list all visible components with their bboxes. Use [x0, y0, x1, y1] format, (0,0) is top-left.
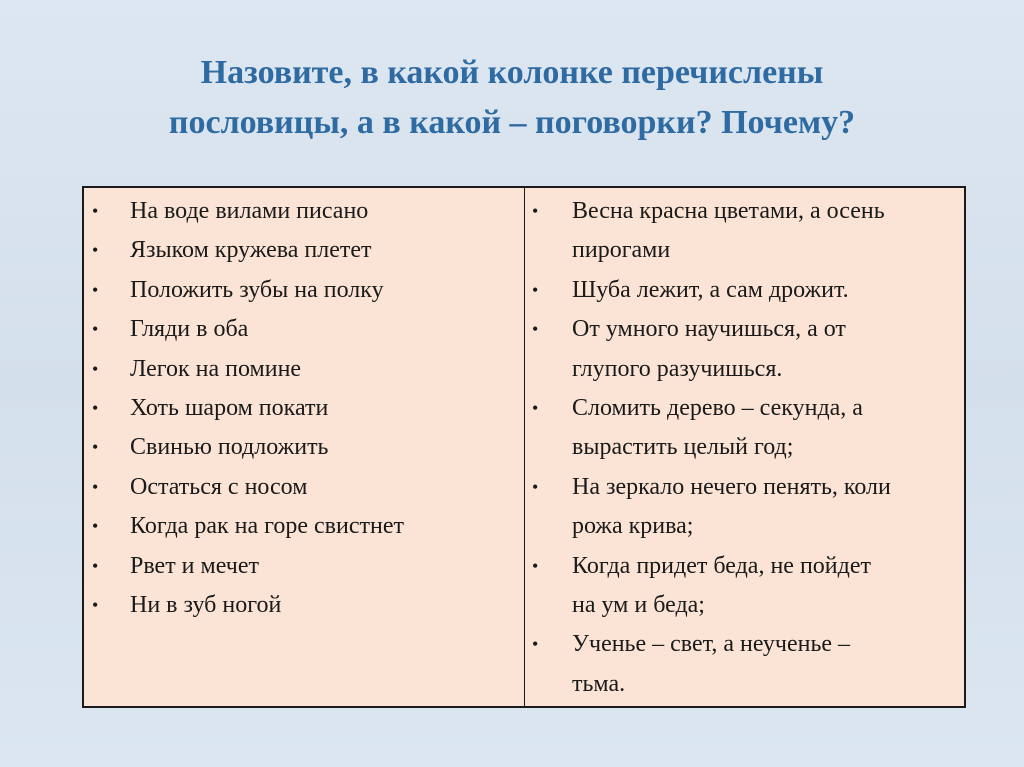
item-line-2: глупого разучишься. — [572, 355, 783, 382]
bullet-icon: • — [532, 279, 539, 300]
item-text: Свинью подложить — [130, 434, 329, 461]
list-item — [84, 468, 524, 507]
slide-title — [40, 48, 984, 148]
bullet-icon: • — [92, 279, 99, 300]
list-item — [84, 586, 524, 625]
bullet-icon: • — [532, 634, 539, 655]
item-line-2: вырастить целый год; — [572, 434, 794, 461]
list-item — [525, 192, 964, 271]
bullet-icon: • — [92, 240, 99, 261]
bullet-icon: • — [532, 201, 539, 221]
list-item — [84, 428, 524, 467]
list-item — [84, 271, 524, 310]
bullet-icon: • — [532, 398, 539, 419]
item-text: Остаться с носом — [130, 473, 308, 500]
list-item — [525, 468, 964, 547]
list-item — [525, 271, 964, 310]
item-line-1: Когда придет беда, не пойдет — [572, 552, 871, 579]
item-text: Положить зубы на полку — [130, 276, 384, 303]
list-item — [525, 625, 964, 704]
item-text: Ни в зуб ногой — [130, 592, 282, 619]
list-item — [84, 350, 524, 389]
list-item — [525, 310, 964, 389]
bullet-icon: • — [92, 201, 99, 221]
bullet-icon: • — [532, 555, 539, 576]
list-item — [84, 547, 524, 586]
item-line-1: Сломить дерево – секунда, а — [572, 395, 863, 422]
item-text: Рвет и мечет — [130, 552, 259, 579]
item-text: Языком кружева плетет — [130, 237, 372, 264]
list-item — [84, 192, 524, 231]
bullet-icon: • — [92, 476, 99, 497]
left-list — [84, 188, 524, 625]
list-item — [525, 389, 964, 468]
item-line-1: Ученье – свет, а неученье – — [572, 631, 851, 658]
bullet-icon: • — [92, 516, 99, 537]
list-item — [525, 547, 964, 626]
bullet-icon: • — [532, 319, 539, 340]
bullet-icon: • — [92, 595, 99, 616]
list-item — [84, 507, 524, 546]
item-line-1: От умного научишься, а от — [572, 316, 846, 343]
right-column — [525, 188, 964, 706]
bullet-icon: • — [92, 358, 99, 379]
bullet-icon: • — [92, 555, 99, 576]
title-line-1: Назовите, в какой колонке перечислены — [200, 54, 824, 91]
item-line-1: Весна красна цветами, а осень — [572, 198, 885, 224]
bullet-icon: • — [92, 437, 99, 458]
bullet-icon: • — [532, 476, 539, 497]
item-text: На воде вилами писано — [130, 198, 369, 224]
list-item — [84, 389, 524, 428]
item-text: Легок на помине — [130, 355, 302, 382]
item-line-2: пирогами — [572, 237, 671, 264]
item-line-2: тьма. — [572, 670, 626, 697]
item-line-1: Шуба лежит, а сам дрожит. — [572, 276, 849, 303]
item-line-2: рожа крива; — [572, 513, 694, 540]
list-item — [84, 310, 524, 349]
list-item — [84, 231, 524, 270]
left-column — [84, 188, 525, 706]
item-line-1: На зеркало нечего пенять, коли — [572, 473, 891, 500]
comparison-table — [82, 186, 966, 708]
right-list — [525, 188, 964, 704]
title-line-2: пословицы, а в какой – поговорки? Почему? — [168, 104, 856, 141]
item-line-2: на ум и беда; — [572, 592, 705, 619]
item-text: Когда рак на горе свистнет — [130, 513, 404, 540]
bullet-icon: • — [92, 319, 99, 340]
bullet-icon: • — [92, 398, 99, 419]
item-text: Гляди в оба — [130, 316, 249, 343]
item-text: Хоть шаром покати — [130, 395, 329, 422]
